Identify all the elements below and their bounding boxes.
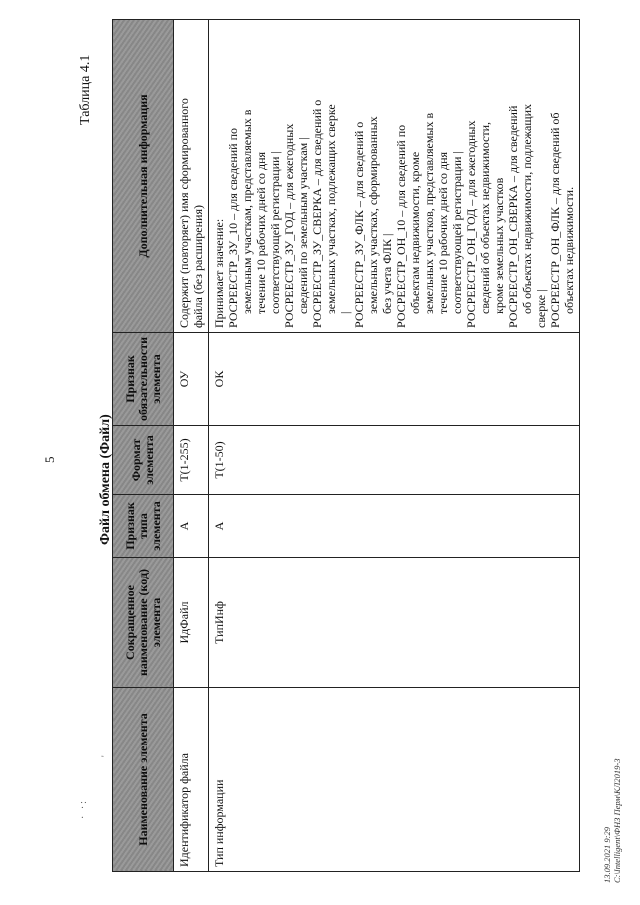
scan-noise-mark: ': [100, 755, 110, 757]
header-element-required: Признак обязательности элемента: [113, 333, 174, 426]
table-caption: Таблица 4.1: [78, 54, 93, 125]
info-line: сведений об объектах недвижимости,: [478, 122, 492, 314]
cell-name: Тип информации: [209, 688, 580, 872]
header-additional-info: Дополнительная информация: [113, 20, 174, 333]
scan-stamp-date: 13.09.2021 9:29: [602, 827, 612, 883]
info-line: соответствующей регистрации |: [450, 151, 464, 314]
info-line: РОСРЕЕСТР_ЗУ_10 – для сведений по: [226, 127, 240, 328]
cell-required: ОК: [209, 333, 580, 426]
cell-format: T(1-255): [174, 426, 209, 495]
info-line: без учета ФЛК |: [380, 233, 394, 314]
cell-format: T(1-50): [209, 426, 580, 495]
info-line: Содержит (повторяет) имя сформированного: [177, 98, 191, 328]
scan-stamp-path: C:\Intelligent\ФНЗ Перм\КЛ2019-3: [612, 758, 622, 883]
info-line: земельным участкам, представляемых в: [240, 109, 254, 314]
cell-code: ТипИнф: [209, 558, 580, 688]
header-element-format: Формат элемента: [113, 426, 174, 495]
info-line: кроме земельных участков: [492, 177, 506, 314]
info-line: Принимает значение:: [212, 218, 226, 328]
info-line: земельных участках, подлежащих сверке: [324, 104, 338, 314]
info-line: РОСРЕЕСТР_ОН_ГОД – для ежегодных: [464, 120, 478, 328]
table-title: Файл обмена (Файл): [98, 414, 113, 545]
page-number: 5: [42, 456, 57, 463]
header-element-name: Наименование элемента: [113, 688, 174, 872]
info-line: объектам недвижимости, кроме: [408, 151, 422, 314]
table-row: [174, 20, 209, 872]
cell-info: [209, 20, 580, 333]
info-line: земельных участков, представляемых в: [422, 112, 436, 314]
header-element-type: Признак типа элемента: [113, 495, 174, 558]
exchange-file-table: [112, 19, 580, 872]
header-element-code: Сокращенное наименование (код) элемента: [113, 558, 174, 688]
info-line: объектах недвижимости.: [562, 186, 576, 314]
cell-required: ОУ: [174, 333, 209, 426]
info-line: сверке |: [534, 289, 548, 328]
table-header-row: [113, 20, 174, 872]
info-line: соответствующей регистрации |: [268, 151, 282, 314]
scan-stamp: [602, 759, 622, 883]
cell-info: [174, 20, 209, 333]
cell-type: А: [174, 495, 209, 558]
cell-name: Идентификатор файла: [174, 688, 209, 872]
info-line: РОСРЕЕСТР_ЗУ_ФЛК – для сведений о: [352, 121, 366, 328]
info-line: течение 10 рабочих дней со дня: [254, 151, 268, 314]
info-line: |: [338, 311, 352, 314]
info-line: сведений по земельным участкам |: [296, 137, 310, 314]
scan-noise-dots: · ·:: [78, 799, 89, 819]
info-line: РОСРЕЕСТР_ЗУ_СВЕРКА – для сведений о: [310, 99, 324, 328]
info-line: файла (без расширения): [191, 205, 205, 328]
info-line: РОСРЕЕСТР_ЗУ_ГОД – для ежегодных: [282, 123, 296, 328]
info-line: течение 10 рабочих дней со дня: [436, 151, 450, 314]
info-line: РОСРЕЕСТР_ОН_СВЕРКА – для сведений: [506, 105, 520, 328]
table-row: [209, 20, 580, 872]
info-line: земельных участках, сформированных: [366, 116, 380, 314]
cell-type: А: [209, 495, 580, 558]
info-line: РОСРЕЕСТР_ОН_10 – для сведений по: [394, 124, 408, 328]
info-line: об объектах недвижимости, подлежащих: [520, 104, 534, 314]
cell-code: ИдФайл: [174, 558, 209, 688]
info-line: РОСРЕЕСТР_ОН_ФЛК – для сведений об: [548, 112, 562, 328]
